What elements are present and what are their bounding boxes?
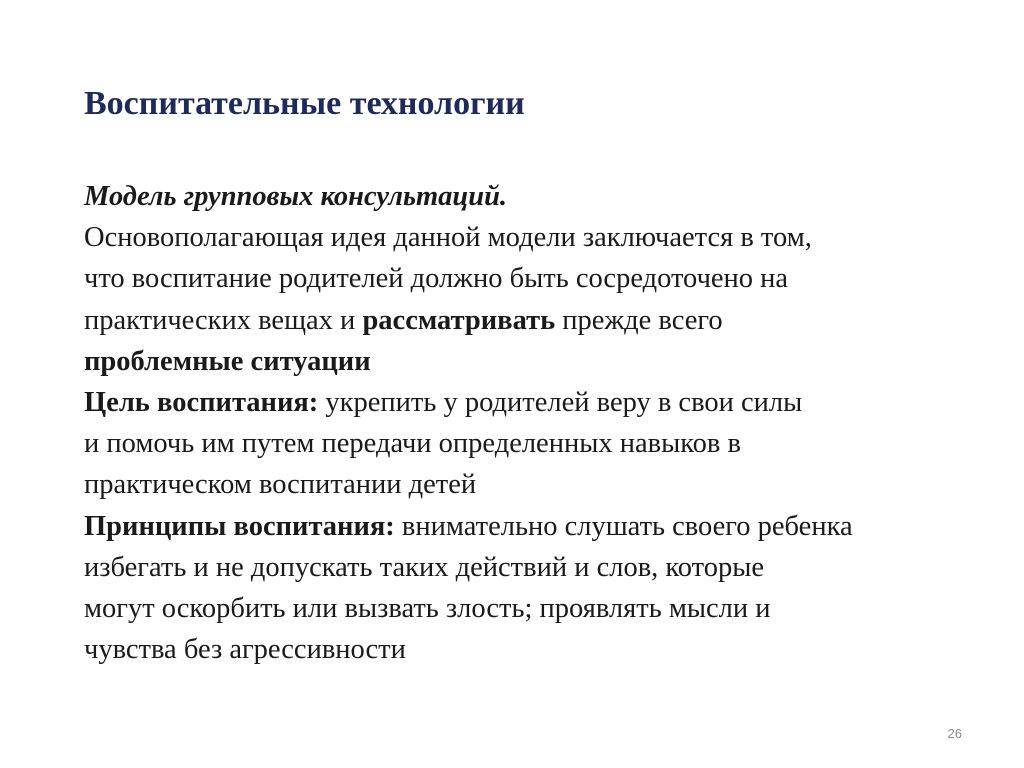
principles-line-3: могут оскорбить или вызвать злость; проявлять мысли и	[84, 593, 771, 625]
model-subtitle: Модель групповых консультаций.	[84, 181, 508, 212]
goal-line-1	[84, 382, 1014, 423]
emphasis-problem-situations: проблемные ситуации	[84, 345, 371, 377]
intro-line-2: что воспитание родителей должно быть сосредоточено на	[84, 263, 789, 295]
intro-line-3-end: прежде всего	[555, 304, 723, 336]
goal-line-3: практическом воспитании детей	[84, 469, 477, 501]
principles-label: Принципы воспитания:	[84, 510, 395, 542]
intro-line-1: Основополагающая идея данной модели заключается в том,	[84, 222, 812, 254]
goal-text-first: укрепить у родителей веру в свои силы	[318, 387, 803, 419]
goal-label: Цель воспитания:	[84, 387, 319, 419]
principles-line-2: избегать и не допускать таких действий и слов, которые	[84, 551, 765, 583]
emphasis-consider: рассматривать	[362, 304, 556, 336]
principles-line-1	[84, 506, 1014, 547]
slide-title: Воспитательные технологии	[84, 85, 525, 122]
slide-body	[84, 176, 1014, 670]
goal-line-2: и помочь им путем передачи определенных навыков в	[84, 428, 741, 460]
principles-line-4: чувства без агрессивности	[84, 634, 406, 666]
intro-line-3	[84, 300, 1014, 341]
slide-number: 26	[947, 726, 962, 741]
intro-line-3-start: практических вещах и	[84, 304, 363, 336]
principles-text-first: внимательно слушать своего ребенка	[394, 510, 853, 542]
